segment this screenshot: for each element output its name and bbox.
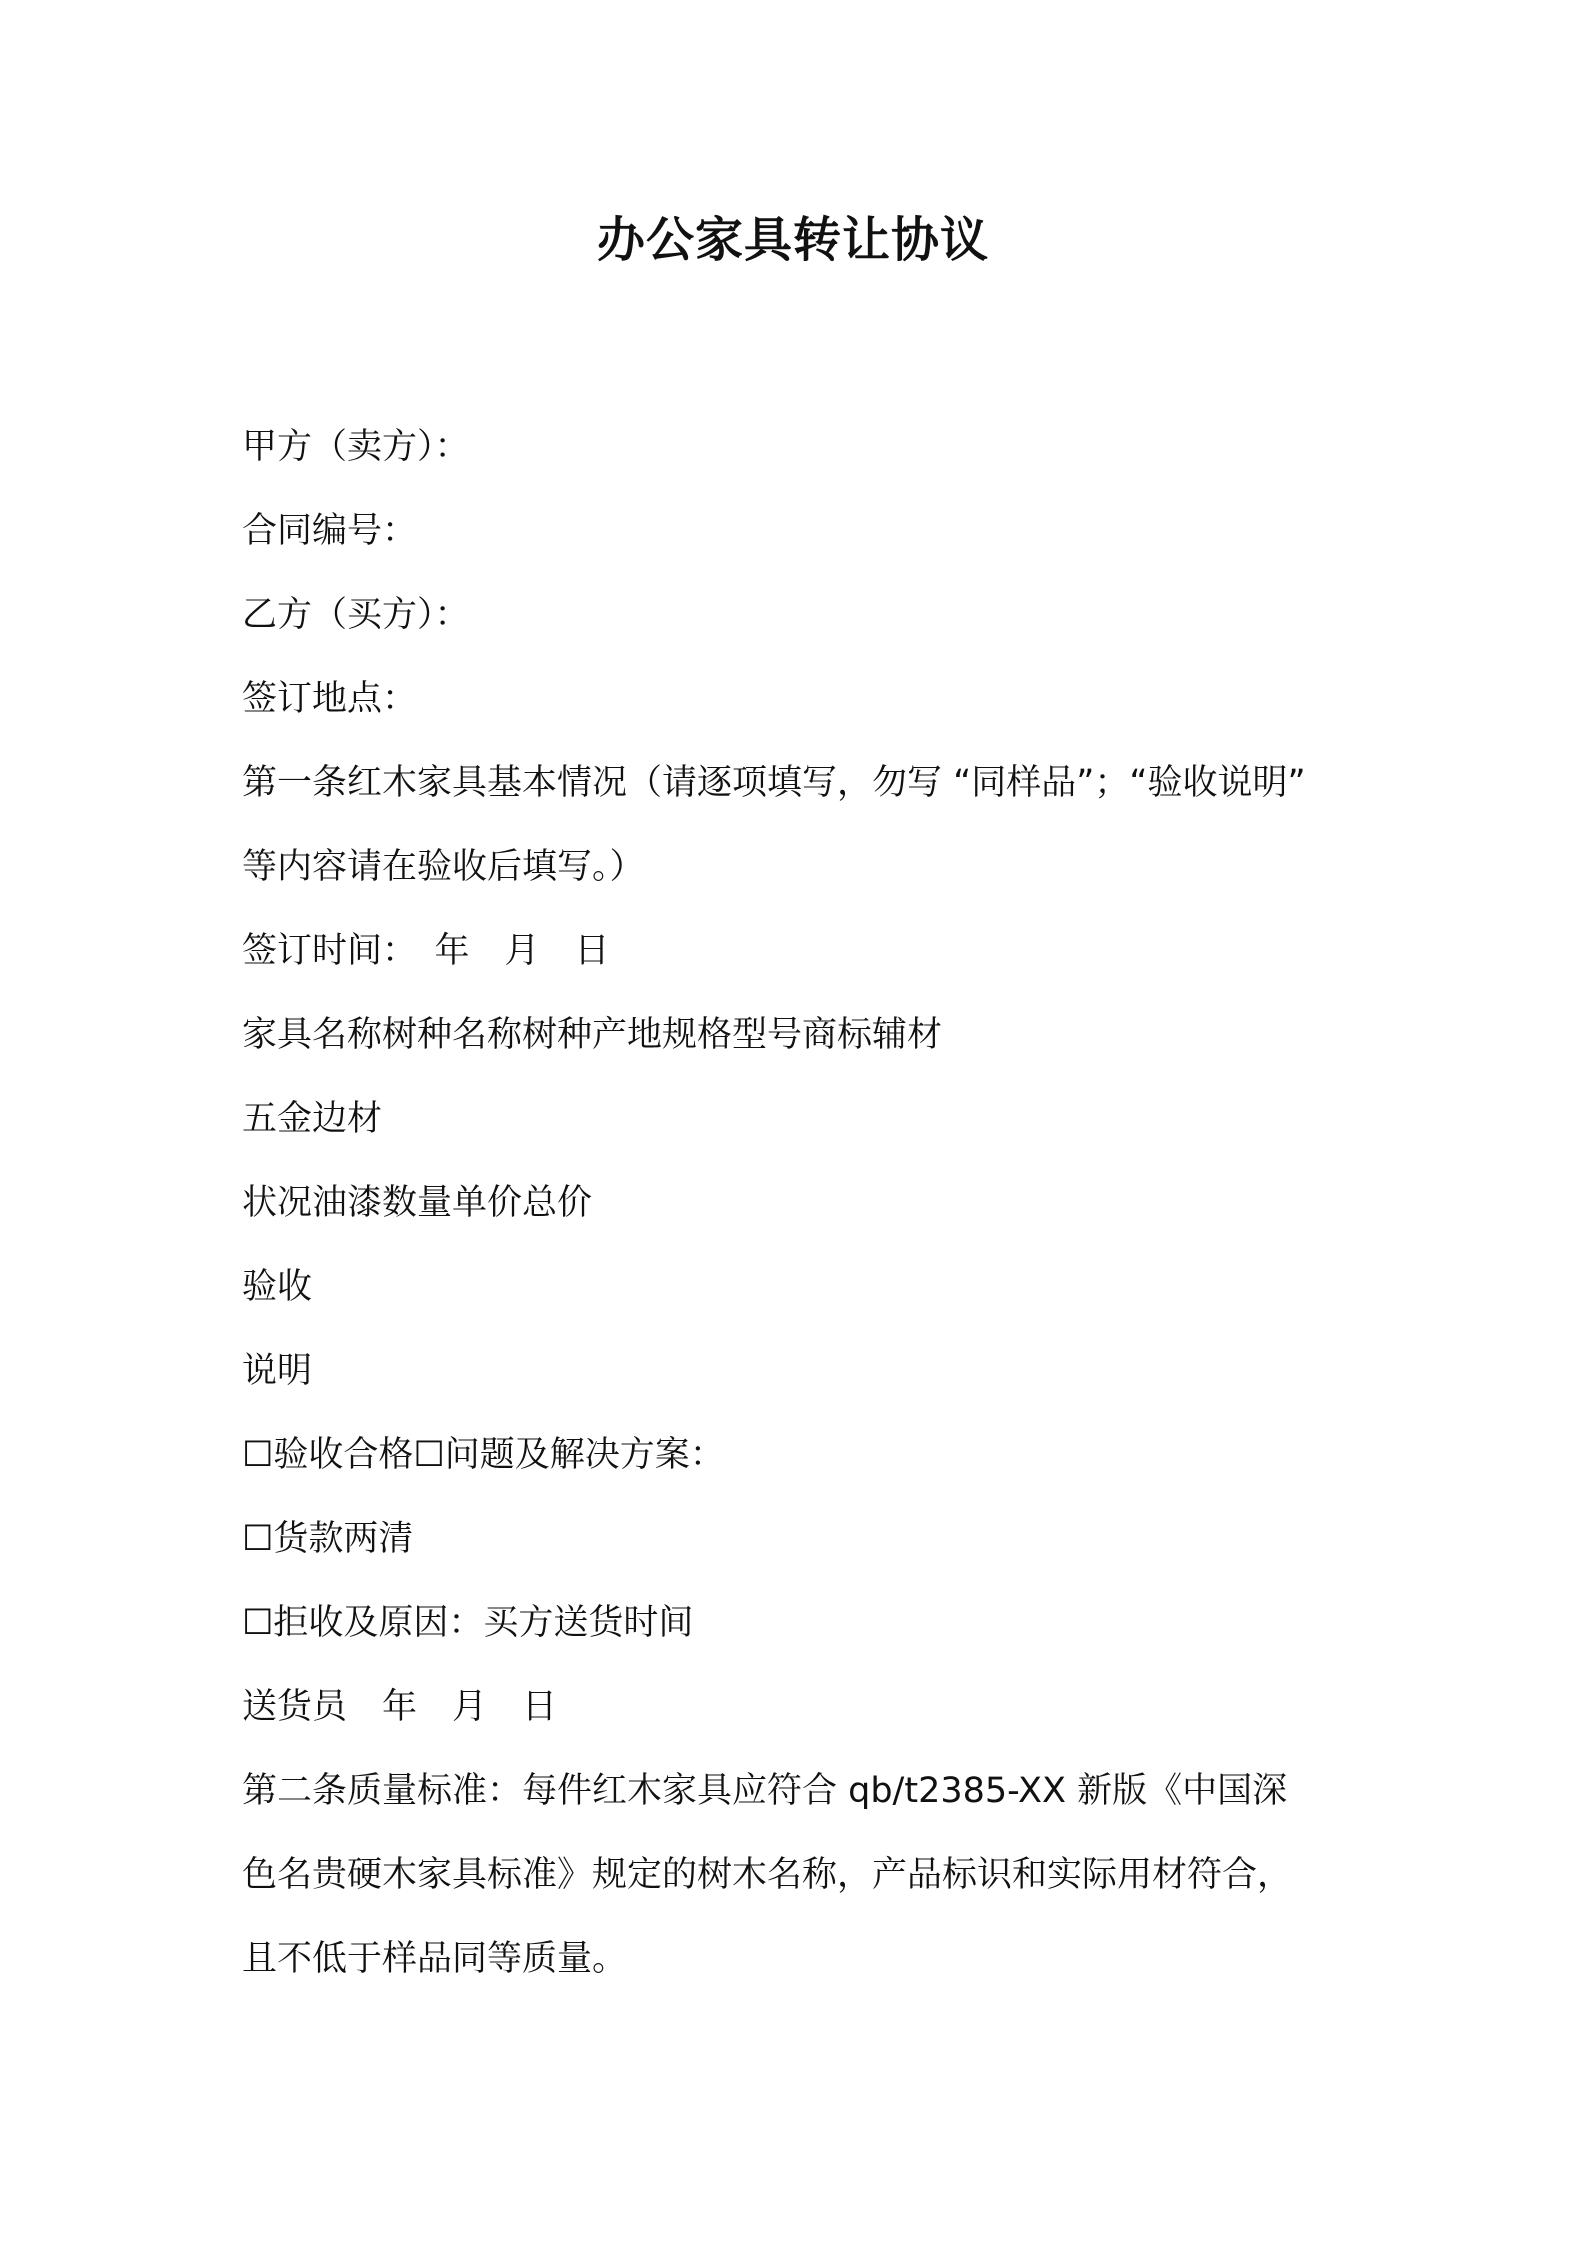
explanation-label: 说明 xyxy=(242,1351,313,1391)
article-two-line-1: 第二条质量标准：每件红木家具应符合 qb/t2385-XX 新版《中国深 xyxy=(242,1771,1288,1811)
article-two-line-2: 色名贵硬木家具标准》规定的树木名称，产品标识和实际用材符合， xyxy=(242,1855,1293,1895)
party-b-line: 乙方（买方）： xyxy=(242,595,470,635)
document-body xyxy=(242,405,1362,2001)
signing-place-line: 签订地点： xyxy=(242,679,418,719)
condition-price-line: 状况油漆数量单价总价 xyxy=(242,1183,593,1223)
signing-time-line: 签订时间： 年 月 日 xyxy=(242,931,610,971)
rejection-line: ☐拒收及原因：买方送货时间 xyxy=(242,1603,694,1643)
article-one-line-2: 等内容请在验收后填写。） xyxy=(242,847,645,887)
article-two-line-3: 且不低于样品同等质量。 xyxy=(242,1939,628,1979)
delivery-person-line: 送货员 年 月 日 xyxy=(242,1687,558,1727)
furniture-columns-line: 家具名称树种名称树种产地规格型号商标辅材 xyxy=(242,1015,943,1055)
party-a-line: 甲方（卖方）： xyxy=(242,427,470,467)
acceptance-options-line: ☐验收合格☐问题及解决方案： xyxy=(242,1435,725,1475)
contract-number-line: 合同编号： xyxy=(242,511,418,551)
hardware-edge-line: 五金边材 xyxy=(242,1099,383,1139)
payment-settled-line: ☐货款两清 xyxy=(242,1519,414,1559)
article-one-line-1: 第一条红木家具基本情况（请逐项填写，勿写 “同样品”；“验收说明” xyxy=(242,763,1306,803)
acceptance-label: 验收 xyxy=(242,1267,313,1307)
document-title: 办公家具转让协议 xyxy=(596,212,989,268)
